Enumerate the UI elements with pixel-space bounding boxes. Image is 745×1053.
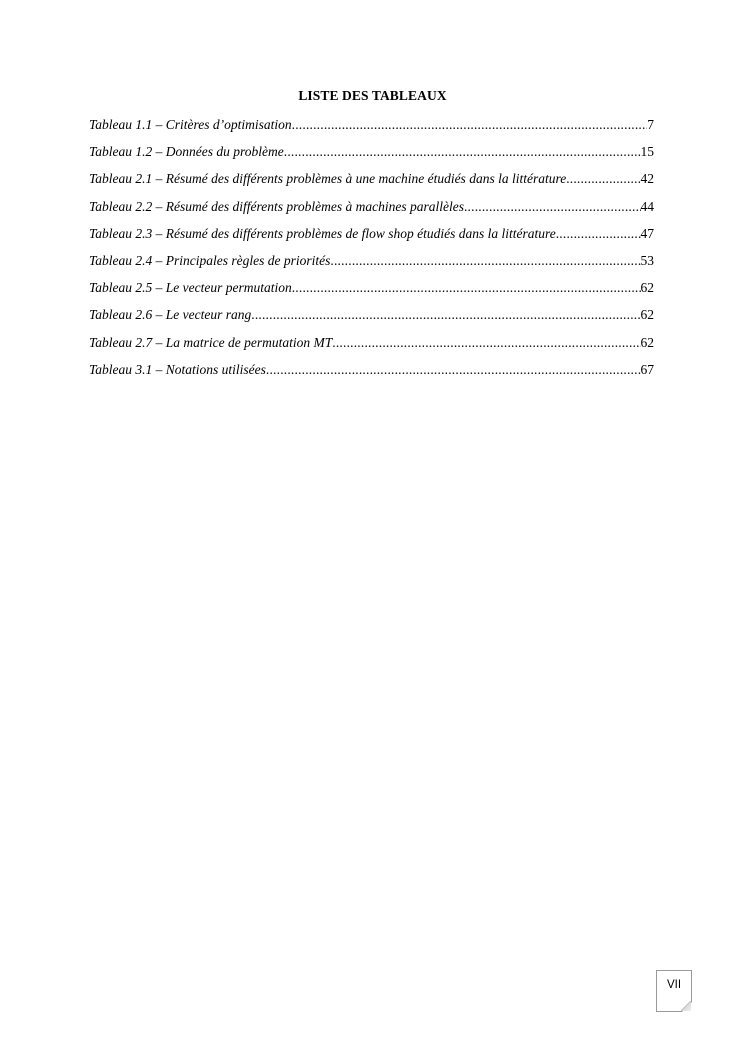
page-number-box xyxy=(656,970,692,1012)
list-item[interactable] xyxy=(89,144,654,171)
dot-leader xyxy=(330,253,640,269)
dot-leader xyxy=(464,199,641,215)
list-item-page: 47 xyxy=(640,225,654,241)
dot-leader xyxy=(292,117,648,133)
list-item[interactable] xyxy=(89,226,654,253)
dot-leader xyxy=(556,226,641,242)
list-item[interactable] xyxy=(89,171,654,198)
list-item-page: 62 xyxy=(640,307,654,323)
list-item-label: Tableau 1.2 – Données du problème xyxy=(89,144,284,160)
list-item[interactable] xyxy=(89,199,654,226)
list-item-label: Tableau 2.3 – Résumé des différents problèmes de flow shop étudiés dans la littérature xyxy=(89,225,556,241)
list-item-label: Tableau 2.4 – Principales règles de priorités xyxy=(89,252,331,268)
list-item-label: Tableau 2.7 – La matrice de permutation MT xyxy=(89,334,333,350)
dot-leader xyxy=(292,280,641,296)
list-item-label: Tableau 3.1 – Notations utilisées xyxy=(89,361,266,377)
list-item[interactable] xyxy=(89,335,654,362)
list-item-page: 53 xyxy=(640,252,654,268)
list-item-page: 62 xyxy=(640,280,654,296)
list-item-page: 7 xyxy=(647,117,654,132)
page-number: VII xyxy=(666,979,682,991)
list-item[interactable] xyxy=(89,362,654,389)
list-item-label: Tableau 2.6 – Le vecteur rang xyxy=(89,307,252,323)
list-item-label: Tableau 2.1 – Résumé des différents problèmes à une machine étudiés dans la littérature xyxy=(89,171,567,187)
list-item-page: 42 xyxy=(640,171,654,187)
page-title: LISTE DES TABLEAUX xyxy=(298,88,447,103)
list-item-label: Tableau 1.1 – Critères d’optimisation xyxy=(89,117,292,132)
list-item-page: 44 xyxy=(640,198,654,214)
dot-leader xyxy=(251,307,640,323)
dot-leader xyxy=(284,144,641,160)
list-item-label: Tableau 2.2 – Résumé des différents problèmes à machines parallèles xyxy=(89,198,464,214)
list-item-page: 15 xyxy=(640,144,654,160)
list-item[interactable] xyxy=(89,253,654,280)
dot-leader xyxy=(332,335,640,351)
fold-shadow xyxy=(681,1001,691,1011)
list-item-page: 62 xyxy=(640,334,654,350)
list-item-label: Tableau 2.5 – Le vecteur permutation xyxy=(89,280,292,296)
list-item[interactable] xyxy=(89,280,654,307)
dot-leader xyxy=(266,362,641,378)
table-list xyxy=(89,117,654,389)
dot-leader xyxy=(566,171,640,187)
list-item-page: 67 xyxy=(640,361,654,377)
list-item[interactable] xyxy=(89,117,654,144)
list-item[interactable] xyxy=(89,307,654,334)
